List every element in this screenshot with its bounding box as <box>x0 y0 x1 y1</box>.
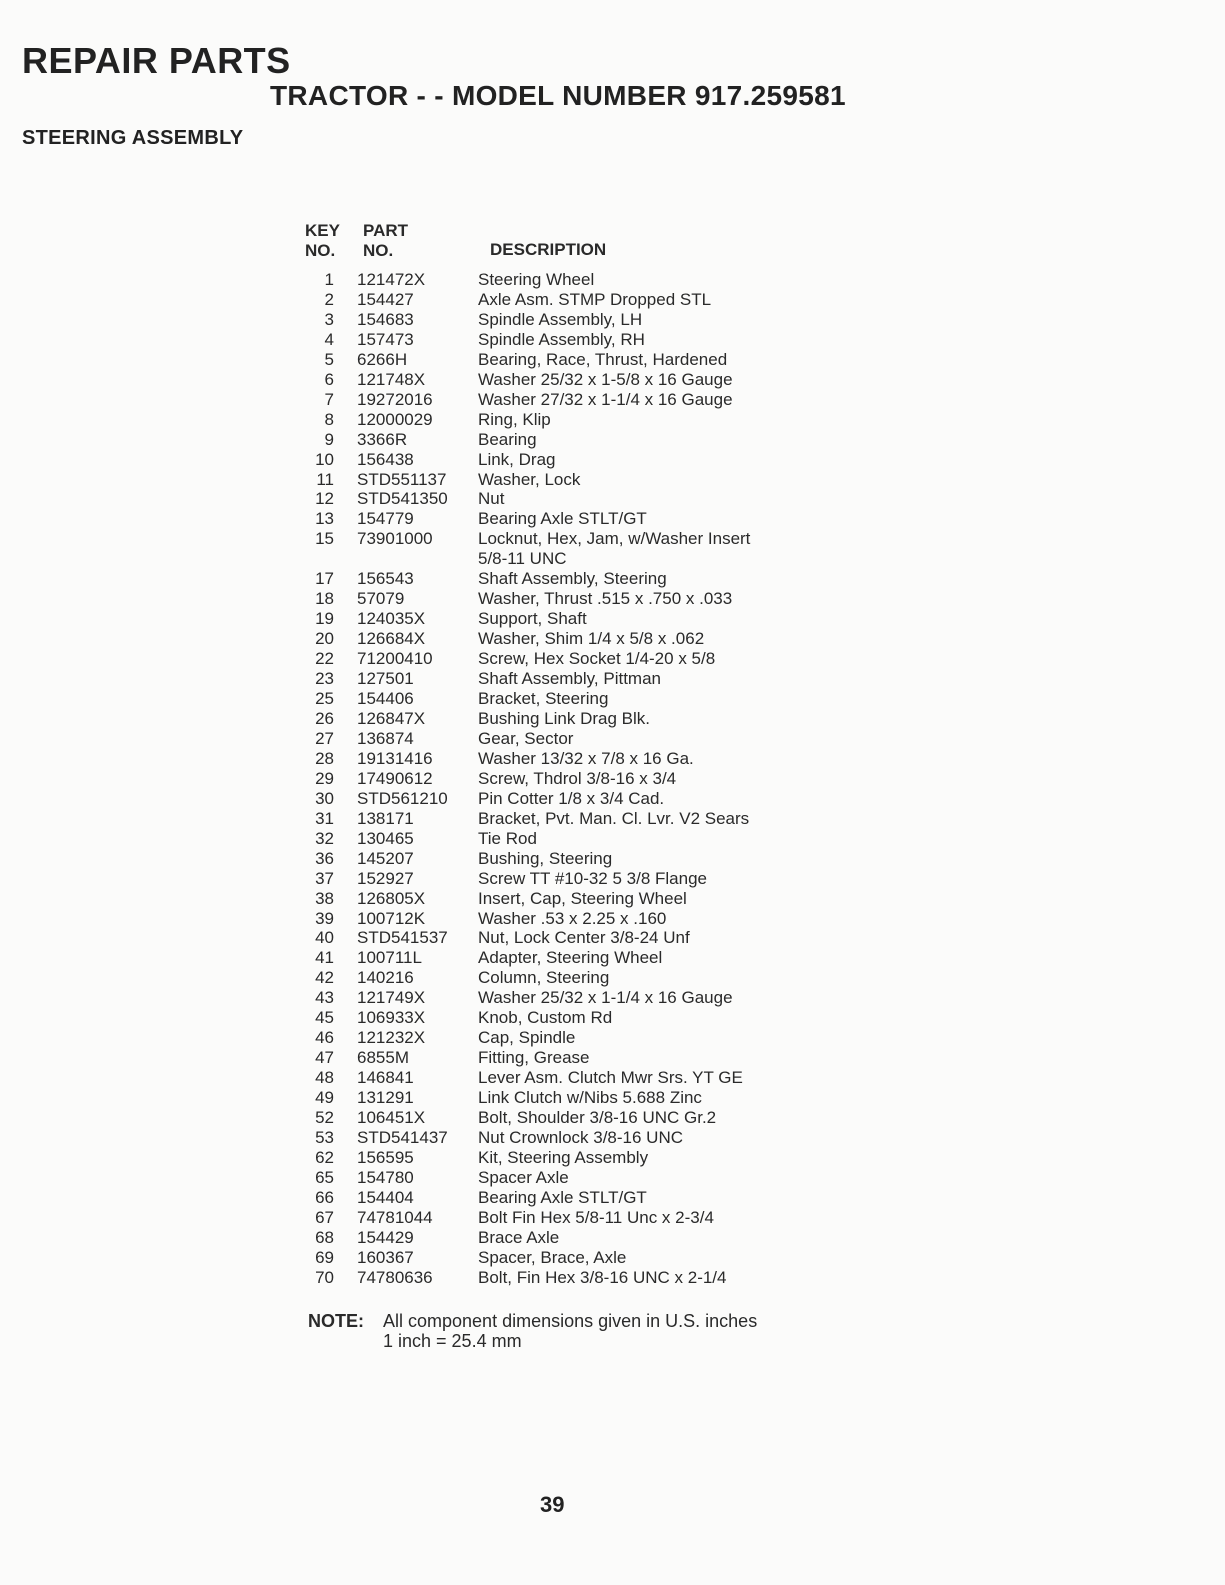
description: Axle Asm. STMP Dropped STL <box>478 289 712 309</box>
key-no: 9 <box>324 429 334 449</box>
key-no: 37 <box>315 868 334 888</box>
table-row <box>300 928 900 948</box>
part-no: STD551137 <box>357 469 447 489</box>
table-row <box>300 689 900 709</box>
table-row <box>300 649 900 669</box>
key-no: 32 <box>315 828 334 848</box>
description: Pin Cotter 1/8 x 3/4 Cad. <box>478 788 665 808</box>
description: Nut, Lock Center 3/8-24 Unf <box>478 928 690 948</box>
key-no: 27 <box>315 728 334 748</box>
key-no: 13 <box>315 509 334 529</box>
note-label: NOTE: <box>308 1311 364 1331</box>
table-row <box>300 669 900 689</box>
key-no: 2 <box>324 289 334 309</box>
key-no: 12 <box>315 489 334 509</box>
table-row <box>300 749 900 769</box>
key-no: 40 <box>315 928 334 948</box>
part-no: 121748X <box>357 369 426 389</box>
table-row <box>300 310 900 330</box>
description: Link Clutch w/Nibs 5.688 Zinc <box>478 1088 702 1108</box>
page-number: 39 <box>540 1492 565 1517</box>
model-subtitle: TRACTOR - - MODEL NUMBER 917.259581 <box>270 80 846 111</box>
description: Ring, Klip <box>478 409 551 429</box>
description-header: DESCRIPTION <box>490 240 607 259</box>
description: Screw, Hex Socket 1/4-20 x 5/8 <box>478 649 716 669</box>
part-no: 146841 <box>357 1068 414 1088</box>
table-row <box>300 1188 900 1208</box>
part-no: 154779 <box>357 509 414 529</box>
key-no: 6 <box>324 369 334 389</box>
part-no: 154780 <box>357 1167 414 1187</box>
description: Screw TT #10-32 5 3/8 Flange <box>478 868 708 888</box>
key-no: 65 <box>315 1167 334 1187</box>
table-row <box>300 1228 900 1248</box>
table-row <box>300 729 900 749</box>
key-no: 19 <box>315 609 334 629</box>
description: Shaft Assembly, Steering <box>478 569 667 589</box>
key-no: 42 <box>315 968 334 988</box>
description: Bracket, Steering <box>478 689 609 709</box>
table-row <box>300 569 900 589</box>
table-row <box>300 988 900 1008</box>
table-row <box>300 1148 900 1168</box>
description: Insert, Cap, Steering Wheel <box>478 888 687 908</box>
parts-list <box>300 270 900 1288</box>
key-no: 17 <box>315 569 334 589</box>
key-no: 15 <box>315 529 334 549</box>
description: Washer 13/32 x 7/8 x 16 Ga. <box>478 748 694 768</box>
key-no: 46 <box>315 1028 334 1048</box>
key-no: 66 <box>315 1187 334 1207</box>
table-row <box>300 1048 900 1068</box>
table-row <box>300 609 900 629</box>
key-no: 70 <box>315 1267 334 1287</box>
table-row <box>300 909 900 929</box>
key-no: 52 <box>315 1108 334 1128</box>
description: Gear, Sector <box>478 728 574 748</box>
description: Nut Crownlock 3/8-16 UNC <box>478 1127 684 1147</box>
part-no: 121472X <box>357 270 426 289</box>
part-header-line2: NO. <box>363 241 394 260</box>
description: Bracket, Pvt. Man. Cl. Lvr. V2 Sears <box>478 808 750 828</box>
key-no: 18 <box>315 589 334 609</box>
part-no: 126847X <box>357 708 426 728</box>
key-no: 1 <box>324 270 334 289</box>
note-line-1: All component dimensions given in U.S. inches <box>383 1311 758 1331</box>
part-no: 121749X <box>357 988 426 1008</box>
key-no: 5 <box>324 349 334 369</box>
part-no: 126805X <box>357 888 426 908</box>
description: Screw, Thdrol 3/8-16 x 3/4 <box>478 768 677 788</box>
part-no: 73901000 <box>357 529 433 549</box>
table-row <box>300 350 900 370</box>
part-no: 3366R <box>357 429 408 449</box>
key-no: 39 <box>315 908 334 928</box>
part-no: STD541437 <box>357 1127 448 1147</box>
key-no: 8 <box>324 409 334 429</box>
part-no: 130465 <box>357 828 414 848</box>
part-no: 131291 <box>357 1088 414 1108</box>
description: Tie Rod <box>478 828 537 848</box>
key-header-line1: KEY <box>305 221 340 240</box>
table-row <box>300 1108 900 1128</box>
key-no: 4 <box>324 329 334 349</box>
part-no: 154683 <box>357 309 414 329</box>
key-no: 49 <box>315 1088 334 1108</box>
description: Bushing Link Drag Blk. <box>478 708 650 728</box>
table-row <box>300 1208 900 1228</box>
table-row <box>300 370 900 390</box>
table-row <box>300 849 900 869</box>
description: Washer 25/32 x 1-1/4 x 16 Gauge <box>478 988 733 1008</box>
key-no: 48 <box>315 1068 334 1088</box>
page-title: REPAIR PARTS <box>22 40 291 81</box>
key-no: 47 <box>315 1048 334 1068</box>
key-no-header <box>305 221 340 261</box>
table-row <box>300 1008 900 1028</box>
key-no: 45 <box>315 1008 334 1028</box>
table-row <box>300 1128 900 1148</box>
table-row <box>300 509 900 529</box>
key-no: 43 <box>315 988 334 1008</box>
part-no: 156543 <box>357 569 414 589</box>
description: Washer, Shim 1/4 x 5/8 x .062 <box>478 629 705 649</box>
description: Spacer Axle <box>478 1167 569 1187</box>
part-no: 6266H <box>357 349 408 369</box>
part-no: 100712K <box>357 908 426 928</box>
table-row <box>300 470 900 490</box>
table-row <box>300 629 900 649</box>
description: Bearing <box>478 429 537 449</box>
note-line-2: 1 inch = 25.4 mm <box>383 1331 522 1351</box>
table-row <box>300 529 900 569</box>
description: Steering Wheel <box>478 270 595 289</box>
part-no: STD561210 <box>357 788 448 808</box>
part-no: 100711L <box>357 948 422 968</box>
table-row <box>300 829 900 849</box>
description: Kit, Steering Assembly <box>478 1147 649 1167</box>
key-no: 30 <box>315 788 334 808</box>
description: Washer 27/32 x 1-1/4 x 16 Gauge <box>478 389 733 409</box>
table-row <box>300 270 900 290</box>
description: Bearing Axle STLT/GT <box>478 1187 647 1207</box>
table-row <box>300 330 900 350</box>
table-row <box>300 1248 900 1268</box>
part-no: 17490612 <box>357 768 433 788</box>
part-no: 19272016 <box>357 389 433 409</box>
table-row <box>300 1268 900 1288</box>
table-row <box>300 450 900 470</box>
key-no: 22 <box>315 649 334 669</box>
description: Spacer, Brace, Axle <box>478 1247 627 1267</box>
table-row <box>300 769 900 789</box>
part-no: 154406 <box>357 689 414 709</box>
description: Knob, Custom Rd <box>478 1008 613 1028</box>
part-no: 6855M <box>357 1048 409 1068</box>
note-block <box>308 1311 758 1351</box>
table-row <box>300 1088 900 1108</box>
part-no: 140216 <box>357 968 414 988</box>
description: Link, Drag <box>478 449 556 469</box>
description: Spindle Assembly, LH <box>478 309 643 329</box>
key-header-line2: NO. <box>305 241 336 260</box>
description: Brace Axle <box>478 1227 560 1247</box>
description: Bolt, Fin Hex 3/8-16 UNC x 2-1/4 <box>478 1267 727 1287</box>
part-no: 154429 <box>357 1227 414 1247</box>
part-no: 57079 <box>357 589 405 609</box>
description: Washer 25/32 x 1-5/8 x 16 Gauge <box>478 369 733 389</box>
key-no: 28 <box>315 748 334 768</box>
table-row <box>300 410 900 430</box>
part-no: 157473 <box>357 329 414 349</box>
table-row <box>300 489 900 509</box>
part-no: 74781044 <box>357 1207 433 1227</box>
description: Adapter, Steering Wheel <box>478 948 663 968</box>
part-no: 106451X <box>357 1108 426 1128</box>
part-no: 145207 <box>357 848 414 868</box>
part-no: 106933X <box>357 1008 426 1028</box>
table-row <box>300 889 900 909</box>
key-no: 23 <box>315 669 334 689</box>
table-row <box>300 869 900 889</box>
part-no: 71200410 <box>357 649 433 669</box>
key-no: 11 <box>316 469 334 489</box>
key-no: 31 <box>315 808 334 828</box>
part-no: 126684X <box>357 629 426 649</box>
key-no: 20 <box>315 629 334 649</box>
description: Support, Shaft <box>478 609 587 629</box>
key-no: 69 <box>315 1247 334 1267</box>
part-no: 160367 <box>357 1247 414 1267</box>
key-no: 68 <box>315 1227 334 1247</box>
part-no: 12000029 <box>357 409 433 429</box>
description: Spindle Assembly, RH <box>478 329 645 349</box>
description: Bolt, Shoulder 3/8-16 UNC Gr.2 <box>478 1108 717 1128</box>
key-no: 10 <box>315 449 334 469</box>
key-no: 41 <box>315 948 334 968</box>
section-heading: STEERING ASSEMBLY <box>22 127 244 149</box>
part-no: 136874 <box>357 728 414 748</box>
key-no: 29 <box>315 768 334 788</box>
part-no: 127501 <box>357 669 414 689</box>
key-no: 7 <box>324 389 334 409</box>
description: Fitting, Grease <box>478 1048 590 1068</box>
table-row <box>300 430 900 450</box>
description: Nut <box>478 489 505 509</box>
table-row <box>300 390 900 410</box>
description: Washer, Lock <box>478 469 581 489</box>
table-row <box>300 1168 900 1188</box>
part-no-header <box>363 221 408 261</box>
key-no: 38 <box>315 888 334 908</box>
part-no: 154404 <box>357 1187 414 1207</box>
part-no: 156595 <box>357 1147 414 1167</box>
part-no: 124035X <box>357 609 426 629</box>
table-row <box>300 809 900 829</box>
part-no: 154427 <box>357 289 414 309</box>
description: Locknut, Hex, Jam, w/Washer Insert 5/8-11 UNC <box>478 529 751 569</box>
key-no: 26 <box>315 708 334 728</box>
description: Bolt Fin Hex 5/8-11 Unc x 2-3/4 <box>478 1207 714 1227</box>
table-row <box>300 1068 900 1088</box>
key-no: 25 <box>315 689 334 709</box>
table-row <box>300 709 900 729</box>
description: Washer, Thrust .515 x .750 x .033 <box>478 589 733 609</box>
part-no: 121232X <box>357 1028 426 1048</box>
part-no: STD541537 <box>357 928 448 948</box>
table-row <box>300 968 900 988</box>
table-row <box>300 589 900 609</box>
description: Cap, Spindle <box>478 1028 576 1048</box>
table-row <box>300 1028 900 1048</box>
key-no: 36 <box>315 848 334 868</box>
description: Bearing Axle STLT/GT <box>478 509 647 529</box>
part-no: 74780636 <box>357 1267 433 1287</box>
key-no: 3 <box>324 309 334 329</box>
part-header-line1: PART <box>363 221 409 240</box>
part-no: 152927 <box>357 868 414 888</box>
part-no: 19131416 <box>357 748 433 768</box>
table-row <box>300 789 900 809</box>
description: Bearing, Race, Thrust, Hardened <box>478 349 728 369</box>
description: Lever Asm. Clutch Mwr Srs. YT GE <box>478 1068 743 1088</box>
part-no: 156438 <box>357 449 414 469</box>
table-row <box>300 290 900 310</box>
key-no: 67 <box>315 1207 334 1227</box>
description: Column, Steering <box>478 968 610 988</box>
description: Washer .53 x 2.25 x .160 <box>478 908 667 928</box>
table-row <box>300 948 900 968</box>
part-no: STD541350 <box>357 489 448 509</box>
key-no: 62 <box>315 1147 334 1167</box>
part-no: 138171 <box>357 808 414 828</box>
description: Bushing, Steering <box>478 848 613 868</box>
description: Shaft Assembly, Pittman <box>478 669 661 689</box>
key-no: 53 <box>315 1127 334 1147</box>
